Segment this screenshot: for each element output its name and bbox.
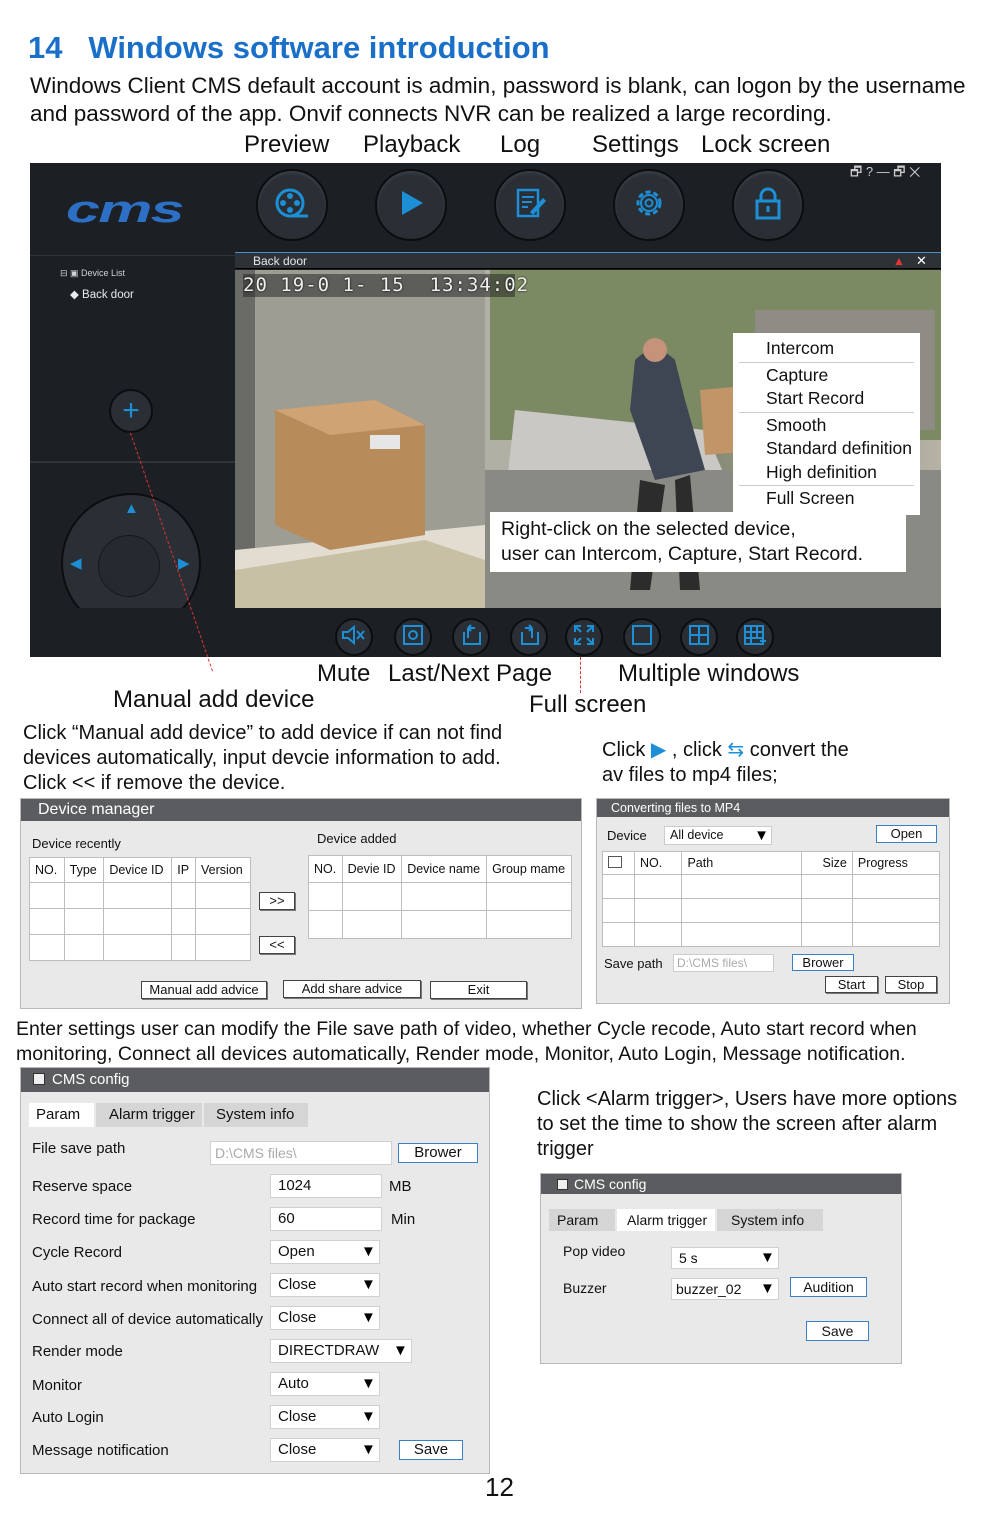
col-header: Device name (402, 856, 487, 883)
label-playback: Playback (363, 131, 461, 158)
sidebar-divider (30, 255, 235, 256)
image-icon (402, 624, 424, 651)
monitor-select[interactable] (270, 1372, 380, 1396)
table-row[interactable] (30, 909, 251, 935)
record-time-label: Record time for package (32, 1211, 196, 1228)
message-notification-value: Close (278, 1441, 317, 1458)
auto-login-select[interactable] (270, 1405, 380, 1429)
section-title: Windows software introduction (88, 30, 550, 65)
render-mode-select[interactable] (270, 1339, 412, 1363)
table-row[interactable] (309, 911, 572, 939)
pop-video-select[interactable] (671, 1247, 779, 1269)
add-share-advice-button[interactable]: Add share advice (283, 980, 421, 998)
added-device-table (308, 855, 572, 939)
window-controls[interactable]: 🗗 ? — 🗗 ✕ (850, 164, 921, 179)
multi-window-button[interactable] (736, 618, 774, 656)
sidebar-divider-2 (30, 461, 235, 463)
record-time-field[interactable]: 60 (270, 1207, 382, 1231)
table-row[interactable] (30, 935, 251, 961)
save-path-label: Save path (604, 956, 663, 971)
log-button[interactable] (494, 169, 566, 241)
gear-icon (631, 185, 667, 226)
edit-document-icon (513, 186, 547, 225)
auto-start-select[interactable] (270, 1273, 380, 1297)
chevron-down-icon: ▼ (760, 1280, 775, 1297)
ptz-left-arrow-icon[interactable]: ◀ (70, 555, 82, 572)
pop-video-label: Pop video (563, 1243, 626, 1259)
alarm-config-title-text: CMS config (574, 1176, 647, 1192)
annotation-multiple: Multiple windows (618, 660, 800, 687)
manual-add-description (23, 721, 502, 796)
table-row[interactable] (603, 923, 940, 947)
col-header: Path (682, 852, 802, 875)
col-header: Version (196, 858, 251, 883)
menu-separator (739, 485, 914, 486)
device-name: Back door (82, 289, 134, 301)
col-header: NO. (309, 856, 343, 883)
label-settings: Settings (592, 131, 679, 158)
export-right-icon (518, 624, 540, 651)
convert-text: convert the (749, 739, 849, 761)
menu-separator (739, 362, 914, 363)
alarm-config-window (540, 1173, 902, 1364)
manual-add-device-button[interactable] (109, 389, 153, 433)
video-timestamp (243, 274, 530, 297)
grid-multi-icon (743, 624, 767, 651)
device-select[interactable] (664, 826, 772, 845)
auto-start-label: Auto start record when monitoring (32, 1278, 258, 1295)
lock-icon (752, 186, 784, 225)
capture-button[interactable] (394, 618, 432, 656)
device-recently-label: Device recently (32, 836, 121, 851)
monitor-label: Monitor (32, 1377, 83, 1394)
next-page-button[interactable] (510, 618, 548, 656)
settings-desc-line: Enter settings user can modify the File save path of video, whether Cycle recode, Auto start record when (16, 1018, 917, 1040)
menu-item-standard-definition[interactable]: Standard definition (766, 438, 912, 458)
ptz-right-arrow-icon[interactable]: ▶ (178, 555, 190, 572)
save-button[interactable]: Save (399, 1440, 463, 1460)
ptz-up-arrow-icon[interactable]: ▲ (124, 500, 139, 517)
chevron-down-icon: ▼ (361, 1309, 376, 1326)
plus-icon: + (122, 394, 140, 427)
open-button[interactable]: Open (876, 825, 937, 843)
menu-item-capture[interactable]: Capture (766, 364, 829, 385)
record-time-unit: Min (391, 1211, 416, 1228)
connect-all-select[interactable] (270, 1306, 380, 1330)
message-notification-label: Message notification (32, 1442, 169, 1459)
settings-button[interactable] (613, 169, 685, 241)
window-icon (557, 1179, 568, 1190)
cms-app-window (30, 163, 941, 657)
stop-button[interactable]: Stop (885, 976, 937, 993)
pop-video-value: 5 s (679, 1250, 698, 1266)
ptz-center[interactable] (98, 535, 160, 597)
cycle-record-label: Cycle Record (32, 1244, 123, 1261)
col-header: Device ID (104, 858, 172, 883)
browse-button[interactable]: Brower (792, 954, 854, 971)
tab-system-info[interactable]: System info (717, 1209, 823, 1231)
callout-line-1: Right-click on the selected device, (501, 518, 796, 540)
col-header: IP (172, 858, 196, 883)
device-manager-title: Device manager (21, 799, 581, 821)
annotation-last-next: Last/Next Page (388, 660, 553, 687)
expand-icon (573, 624, 595, 651)
last-page-button[interactable] (452, 618, 490, 656)
play-icon (396, 188, 426, 223)
auto-login-label: Auto Login (32, 1409, 104, 1426)
browse-button[interactable]: Brower (398, 1143, 478, 1163)
full-screen-button[interactable] (565, 618, 603, 656)
settings-description (16, 1017, 917, 1067)
col-header: Type (64, 858, 104, 883)
alarm-desc-line: Click <Alarm trigger>, Users have more options (537, 1088, 958, 1110)
play-icon: ▶ (650, 739, 667, 761)
chevron-down-icon: ▼ (361, 1441, 376, 1458)
close-video-icon[interactable]: ✕ (916, 253, 927, 268)
chevron-down-icon: ▼ (361, 1408, 376, 1425)
alarm-desc-line: to set the time to show the screen after alarm (537, 1113, 938, 1135)
tab-alarm-trigger[interactable]: Alarm trigger (617, 1209, 715, 1231)
col-header: Progress (852, 852, 939, 875)
label-log: Log (500, 131, 541, 158)
remove-device-arrow-button[interactable]: << (259, 936, 295, 954)
add-device-arrow-button[interactable]: >> (259, 892, 295, 910)
osd-date: 20 19-0 1- 15 (243, 274, 405, 296)
exit-button[interactable]: Exit (430, 981, 527, 999)
context-menu (733, 333, 920, 515)
cms-config-title-text: CMS config (52, 1071, 130, 1088)
table-row[interactable] (30, 883, 251, 909)
four-window-button[interactable] (680, 618, 718, 656)
col-header: NO. (635, 852, 682, 875)
device-label: Device (607, 828, 647, 843)
auto-start-value: Close (278, 1276, 317, 1293)
callout-line-2: user can Intercom, Capture, Start Record. (501, 543, 863, 565)
single-window-icon (631, 624, 653, 651)
annotation-full-screen: Full screen (529, 691, 647, 718)
render-mode-label: Render mode (32, 1343, 123, 1360)
device-manager-window (20, 798, 582, 1009)
convert-description (602, 738, 849, 788)
render-mode-value: DIRECTDRAW (278, 1342, 380, 1359)
reserve-space-field[interactable]: 1024 (270, 1174, 382, 1198)
page-number: 12 (485, 1472, 514, 1502)
recent-device-table (29, 857, 251, 961)
single-window-button[interactable] (623, 618, 661, 656)
start-button[interactable]: Start (825, 976, 878, 993)
intro-text: Windows Client CMS default account is admin, password is blank, can logon by the username and password of the app. Onvif connects NVR can be realized a large recording. (30, 73, 966, 126)
cms-config-title (21, 1068, 489, 1092)
tab-system-info[interactable]: System info (204, 1103, 308, 1127)
convert-text: Click (602, 739, 646, 761)
chevron-down-icon: ▼ (754, 827, 769, 844)
select-all-checkbox[interactable] (603, 852, 635, 875)
col-header: Size (802, 852, 852, 875)
video-panel-header (235, 252, 941, 269)
device-select-value: All device (670, 828, 724, 842)
buzzer-label: Buzzer (563, 1280, 607, 1296)
label-preview: Preview (244, 131, 330, 158)
converter-title: Converting files to MP4 (597, 799, 949, 817)
menu-item-high-definition[interactable]: High definition (766, 461, 877, 482)
monitor-value: Auto (278, 1375, 309, 1392)
right-click-callout (490, 512, 906, 572)
alarm-desc-line: trigger (537, 1138, 594, 1160)
device-tree-item[interactable]: ◆ Back door (70, 289, 134, 301)
menu-item-intercom[interactable]: Intercom (766, 338, 835, 358)
manual-desc-line: Click << if remove the device. (23, 772, 286, 794)
export-left-icon (460, 624, 482, 651)
convert-arrows-icon: ⇆ (727, 739, 745, 761)
device-list-label: Device List (81, 268, 126, 278)
converter-window (596, 798, 950, 1004)
mute-button[interactable] (335, 618, 373, 656)
message-notification-select[interactable] (270, 1438, 380, 1462)
device-list-node[interactable]: ⊟ ▣ Device List (60, 268, 126, 278)
file-save-path-field[interactable]: D:\CMS files\ (210, 1141, 392, 1165)
cms-logo: cms (66, 189, 183, 231)
cms-config-window (20, 1067, 490, 1474)
device-added-label: Device added (317, 831, 397, 846)
auto-login-value: Close (278, 1408, 317, 1425)
chevron-down-icon: ▼ (760, 1249, 775, 1266)
alarm-bell-icon: ▲ (893, 254, 905, 268)
convert-file-table (602, 851, 940, 947)
table-row[interactable] (603, 875, 940, 899)
manual-desc-line: devices automatically, input devcie information to add. (23, 747, 501, 769)
table-row[interactable] (309, 883, 572, 911)
grid-2x2-icon (688, 624, 710, 651)
audition-button[interactable]: Audition (790, 1277, 867, 1297)
label-lock-screen: Lock screen (701, 131, 831, 158)
section-number: 14 (28, 30, 63, 65)
buzzer-value: buzzer_02 (676, 1281, 742, 1297)
alarm-config-title (541, 1174, 901, 1194)
menu-separator (739, 412, 914, 413)
chevron-down-icon: ▼ (393, 1342, 408, 1359)
buzzer-select[interactable] (671, 1278, 779, 1300)
page-title (28, 30, 550, 66)
chevron-down-icon: ▼ (361, 1276, 376, 1293)
window-icon (33, 1073, 45, 1085)
reserve-space-label: Reserve space (32, 1178, 133, 1195)
file-save-path-label: File save path (32, 1140, 126, 1157)
osd-time: 13:34:02 (429, 274, 530, 296)
chevron-down-icon: ▼ (361, 1243, 376, 1260)
annotation-mute: Mute (317, 660, 371, 687)
annotation-manual-add: Manual add device (113, 686, 315, 713)
reserve-space-unit: MB (389, 1178, 412, 1195)
manual-add-advice-button[interactable]: Manual add advice (141, 981, 267, 999)
lock-screen-button[interactable] (732, 169, 804, 241)
film-reel-icon (272, 183, 312, 228)
convert-desc-line: av files to mp4 files; (602, 764, 778, 786)
menu-item-full-screen[interactable]: Full Screen (766, 488, 855, 508)
playback-button[interactable] (375, 169, 447, 241)
connect-all-label: Connect all of device automatically (32, 1311, 263, 1328)
menu-item-smooth[interactable]: Smooth (766, 414, 827, 435)
manual-desc-line: Click “Manual add device” to add device if can not find (23, 722, 503, 744)
tab-alarm-trigger[interactable]: Alarm trigger (96, 1103, 202, 1127)
table-row[interactable] (603, 899, 940, 923)
cycle-record-select[interactable] (270, 1240, 380, 1264)
tab-param[interactable]: Param (549, 1209, 615, 1231)
alarm-description (537, 1087, 957, 1162)
tab-param[interactable]: Param (29, 1103, 94, 1127)
video-panel-title: Back door (253, 254, 308, 268)
col-header: NO. (30, 858, 65, 883)
full-screen-pointer (580, 657, 581, 693)
connect-all-value: Close (278, 1309, 317, 1326)
chevron-down-icon: ▼ (361, 1375, 376, 1392)
speaker-mute-icon (341, 624, 367, 651)
col-header: Group mame (487, 856, 572, 883)
menu-item-start-record[interactable]: Start Record (766, 388, 865, 408)
save-path-field[interactable]: D:\CMS files\ (673, 954, 774, 972)
settings-desc-line: monitoring, Connect all devices automatically, Render mode, Monitor, Auto Login, Message notification. (16, 1043, 906, 1065)
cycle-record-value: Open (278, 1243, 315, 1260)
col-header: Devie ID (342, 856, 402, 883)
convert-text: , click (671, 739, 722, 761)
preview-button[interactable] (256, 169, 328, 241)
save-button[interactable]: Save (806, 1321, 869, 1341)
